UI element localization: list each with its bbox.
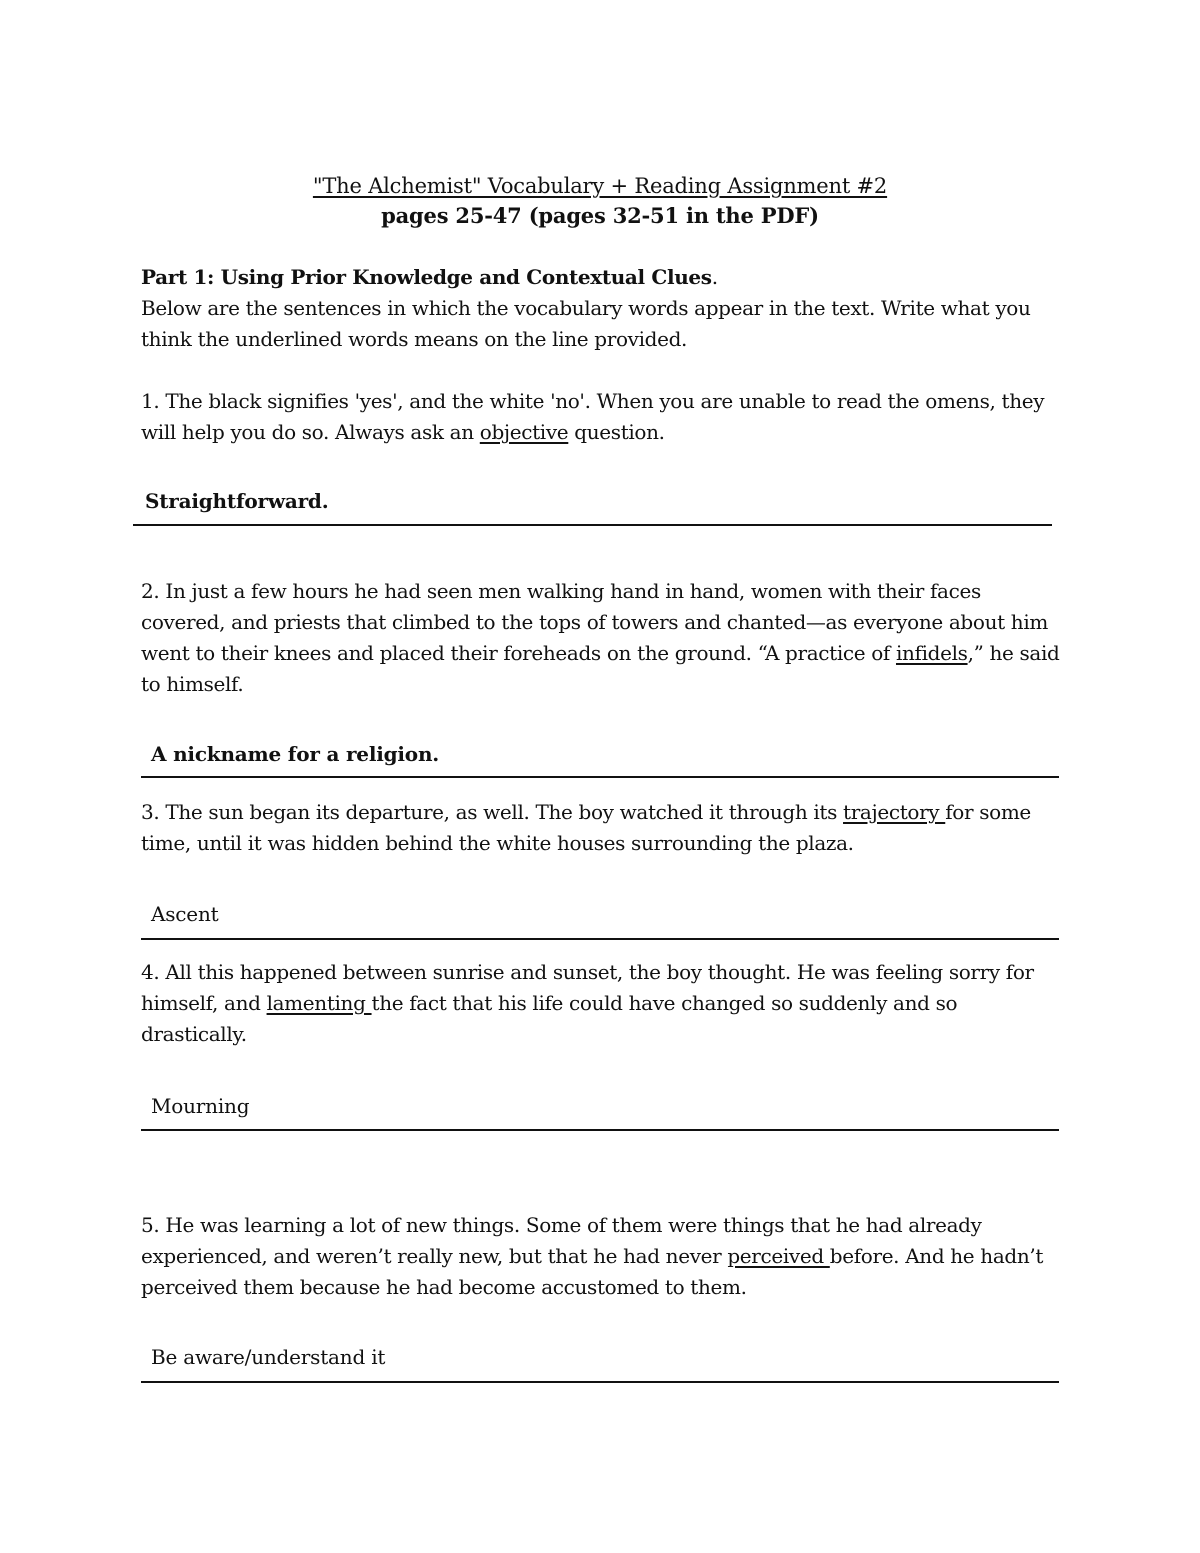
vocab-word-trajectory: trajectory	[843, 800, 946, 824]
answer-line-2	[141, 776, 1059, 778]
answer-line-3	[141, 938, 1059, 940]
header	[0, 172, 1200, 232]
part-1-heading: Part 1: Using Prior Knowledge and Contextual Clues	[141, 265, 712, 289]
question-2-answer: A nickname for a religion.	[151, 742, 440, 766]
question-1-text: 1. The black signifies 'yes', and the white 'no'. When you are unable to read the omens, they will help you do so. Always ask an objective question.	[141, 389, 1045, 444]
vocab-word-infidels: infidels	[895, 641, 968, 665]
question-5-answer: Be aware/understand it	[151, 1345, 386, 1369]
part-1-heading-end: .	[711, 265, 718, 289]
vocab-word-objective: objective	[479, 420, 569, 444]
question-4-text: 4. All this happened between sunrise and sunset, the boy thought. He was feeling sorry for himself, and lamenting the fact that his life could have changed so suddenly and so drastically.	[141, 960, 1034, 1046]
question-3-answer: Ascent	[151, 902, 219, 926]
question-4-answer: Mourning	[151, 1094, 250, 1118]
page-title: "The Alchemist" Vocabulary + Reading Assignment #2	[312, 174, 888, 198]
page-subtitle: pages 25-47 (pages 32-51 in the PDF)	[381, 203, 819, 228]
answer-line-4	[141, 1129, 1059, 1131]
part-1-instructions: Below are the sentences in which the vocabulary words appear in the text. Write what you think the underlined words means on the line provided.	[141, 296, 1031, 351]
vocab-word-lamenting: lamenting	[266, 991, 372, 1015]
question-5-text: 5. He was learning a lot of new things. Some of them were things that he had already experienced, and weren’t really new, but that he had never perceived before. And he hadn’t perceived them because he had become accustomed to them.	[141, 1213, 1044, 1299]
question-2-text: 2. In just a few hours he had seen men walking hand in hand, women with their faces covered, and priests that climbed to the tops of towers and chanted—as everyone about him went to their knees and placed their foreheads on the ground. “A practice of infidels,” he said to himself.	[141, 579, 1060, 696]
answer-line-5	[141, 1381, 1059, 1383]
vocab-word-perceived: perceived	[727, 1244, 830, 1268]
question-1-answer: Straightforward.	[145, 489, 329, 513]
answer-line-1	[133, 524, 1052, 526]
part-1-section	[141, 262, 1061, 355]
question-3-text: 3. The sun began its departure, as well. The boy watched it through its trajectory for some time, until it was hidden behind the white houses surrounding the plaza.	[141, 800, 1031, 855]
